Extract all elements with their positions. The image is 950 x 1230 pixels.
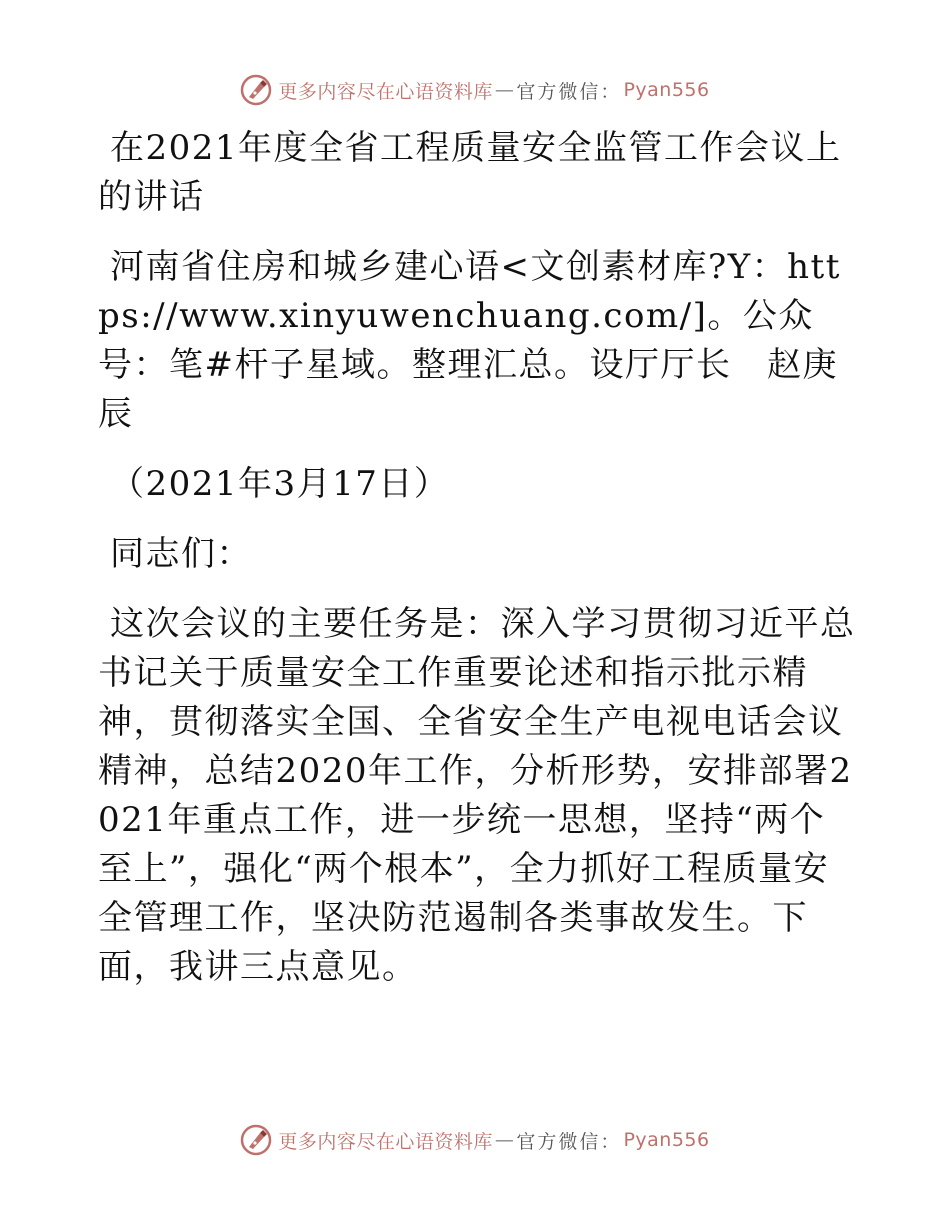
watermark-wechat-label: 官方微信： — [516, 1130, 622, 1153]
author-line: 河南省住房和城乡建心语<文创素材库?Y：https://www.xinyuwenchuang.com/]。公众号：笔#杆子星域。整理汇总。设厅厅长 赵庚辰 — [98, 247, 841, 434]
watermark-separator: — — [494, 79, 515, 101]
greeting: 同志们： — [110, 534, 252, 574]
header-watermark — [0, 70, 950, 110]
watermark-separator: — — [494, 1129, 515, 1151]
watermark-site-text: 更多内容尽在心语资料库 — [278, 1130, 493, 1153]
watermark-site-text: 更多内容尽在心语资料库 — [278, 80, 493, 103]
speech-date: （2021年3月17日） — [110, 464, 450, 504]
watermark-wechat-label: 官方微信： — [516, 80, 622, 103]
document-title: 在2021年度全省工程质量安全监管工作会议上的讲话 — [98, 128, 842, 217]
footer-watermark — [0, 1120, 950, 1160]
watermark-wechat-id: Pyan556 — [623, 79, 710, 101]
pen-nib-logo-icon — [240, 1124, 272, 1156]
body-paragraph: 这次会议的主要任务是：深入学习贯彻习近平总书记关于质量安全工作重要论述和指示批示精神，贯彻落实全国、全省安全生产电视电话会议精神，总结2020年工作，分析形势，安排部署2021年重点工作，进一步统一思想，坚持“两个至上”，强化“两个根本”，全力抓好工程质量安全管理工作，坚决防范遏制各类事故发生。下面，我讲三点意见。 — [98, 604, 856, 987]
document-body — [98, 124, 858, 992]
pen-nib-logo-icon — [240, 74, 272, 106]
watermark-wechat-id: Pyan556 — [623, 1129, 710, 1151]
